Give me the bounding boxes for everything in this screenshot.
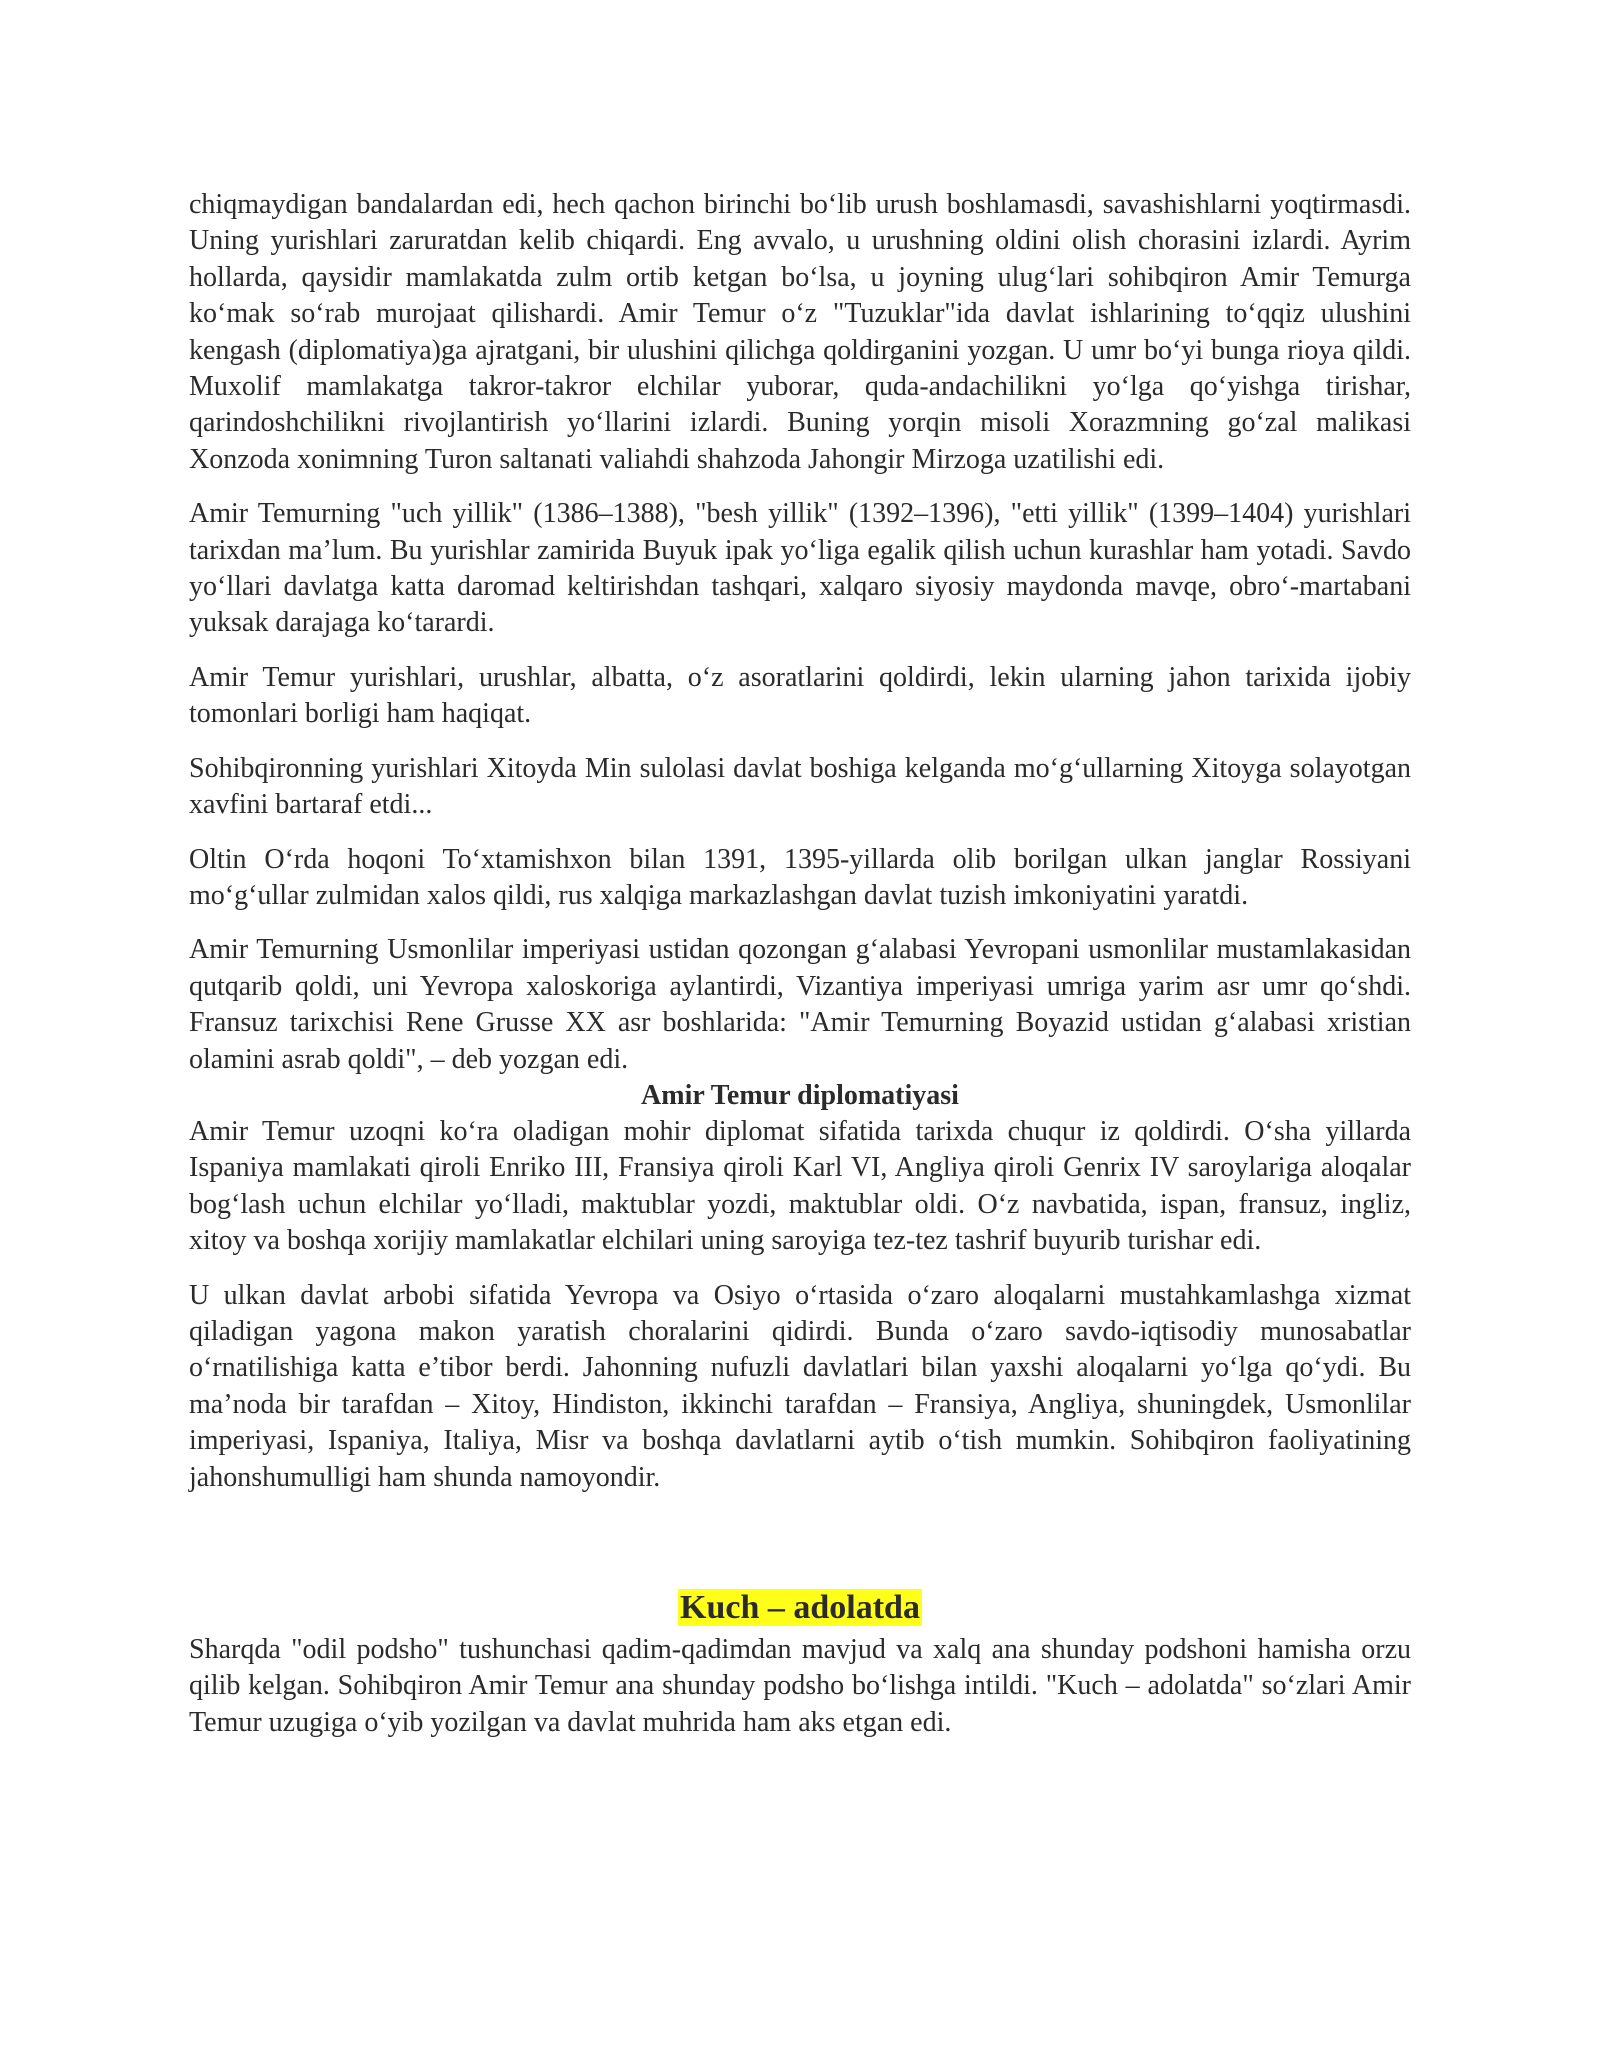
document-page (189, 187, 1411, 1741)
paragraph: Sharqda "odil podsho" tushunchasi qadim-qadimdan mavjud va xalq ana shunday podshoni hamisha orzu qilib kelgan. Sohibqiron Amir Temur ana shunday podsho bo‘lishga intildi. "Kuch – adolatda" so‘zlari Amir Temur uzugiga o‘yib yozilgan va davlat muhrida ham aks etgan edi. (189, 1634, 1411, 1738)
paragraph: Oltin O‘rda hoqoni To‘xtamishxon bilan 1391, 1395-yillarda olib borilgan ulkan janglar Rossiyani mo‘g‘ullar zulmidan xalos qildi, rus xalqiga markazlashgan davlat tuzish imkoniyatini yaratdi. (189, 843, 1411, 911)
paragraph: Amir Temur yurishlari, urushlar, albatta, o‘z asoratlarini qoldirdi, lekin ularning jahon tarixida ijobiy tomonlari borligi ham haqiqat. (189, 661, 1411, 730)
paragraph: Amir Temur uzoqni ko‘ra oladigan mohir diplomat sifatida tarixda chuqur iz qoldirdi. O‘sha yillarda Ispaniya mamlakati qiroli Enriko III, Fransiya qiroli Karl VI, Angliya qiroli Genrix IV saroylariga aloqalar bog‘lash uchun elchilar yo‘lladi, maktublar yozdi, maktublar oldi. O‘z navbatida, ispan, fransuz, ingliz, xitoy va boshqa xorijiy mamlakatlar elchilari uning saroyiga tez-tez tashrif buyurib turishar edi. (189, 1115, 1411, 1257)
paragraph: U ulkan davlat arbobi sifatida Yevropa va Osiyo o‘rtasida o‘zaro aloqalarni mustahkamlashga xizmat qiladigan yagona makon yaratish choralarini qidirdi. Bunda o‘zaro savdo-iqtisodiy munosabatlar o‘rnatilishiga katta e’tibor berdi. Jahonning nufuzli davlatlari bilan yaxshi aloqalarni yo‘lga qo‘ydi. Bu ma’noda bir tarafdan – Xitoy, Hindiston, ikkinchi tarafdan – Fransiya, Angliya, shuningdek, Usmonlilar imperiyasi, Ispaniya, Italiya, Misr va boshqa davlatlarni aytib o‘tish mumkin. Sohibqiron faoliyatining jahonshumulligi ham shunda namoyondir. (189, 1279, 1411, 1493)
paragraph: Sohibqironning yurishlari Xitoyda Min sulolasi davlat boshiga kelganda mo‘g‘ullarning Xitoyga solayotgan xavfini bartaraf etdi... (189, 752, 1411, 821)
section-heading-justice: Kuch – adolatda (680, 1589, 920, 1626)
paragraph: Amir Temurning "uch yillik" (1386–1388), "besh yillik" (1392–1396), "etti yillik" (1399–1404) yurishlari tarixdan ma’lum. Bu yurishlar zamirida Buyuk ipak yo‘liga egalik qilish uchun kurashlar ham yotadi. Savdo yo‘llari davlatga katta daromad keltirishdan tashqari, xalqaro siyosiy maydonda mavqe, obro‘-martabani yuksak darajaga ko‘tarardi. (189, 498, 1411, 639)
section-heading-justice-wrap (189, 1586, 1411, 1632)
paragraph: chiqmaydigan bandalardan edi, hech qachon birinchi bo‘lib urush boshlamasdi, savashishlarni yoqtirmasdi. Uning yurishlari zaruratdan kelib chiqardi. Eng avvalo, u urushning oldini olish chorasini izlardi. Ayrim hollarda, qaysidir mamlakatda zulm ortib ketgan bo‘lsa, u joyning ulug‘lari sohibqiron Amir Temurga ko‘mak so‘rab murojaat qilishardi. Amir Temur o‘z "Tuzuklar"ida davlat ishlarining to‘qqiz ulushini kengash (diplomatiya)ga ajratgani, bir ulushini qilichga qoldirganini yozgan. U umr bo‘yi bunga rioya qildi. Muxolif mamlakatga takror-takror elchilar yuborar, quda-andachilikni yo‘lga qo‘yishga tirishar, qarindoshchilikni rivojlantirish yo‘llarini izlardi. Buning yorqin misoli Xorazmning go‘zal malikasi Xonzoda xonimning Turon saltanati valiahdi shahzoda Jahongir Mirzoga uzatilishi edi. (189, 189, 1411, 475)
paragraph: Amir Temurning Usmonlilar imperiyasi ustidan qozongan g‘alabasi Yevropani usmonlilar mustamlakasidan qutqarib qoldi, uni Yevropa xaloskoriga aylantirdi, Vizantiya imperiyasi umriga yarim asr umr qo‘shdi. Fransuz tarixchisi Rene Grusse XX asr boshlarida: "Amir Temurning Boyazid ustidan g‘alabasi xristian olamini asrab qoldi", – deb yozgan edi. (189, 934, 1411, 1075)
section-heading-diplomacy: Amir Temur diplomatiyasi (641, 1079, 959, 1111)
